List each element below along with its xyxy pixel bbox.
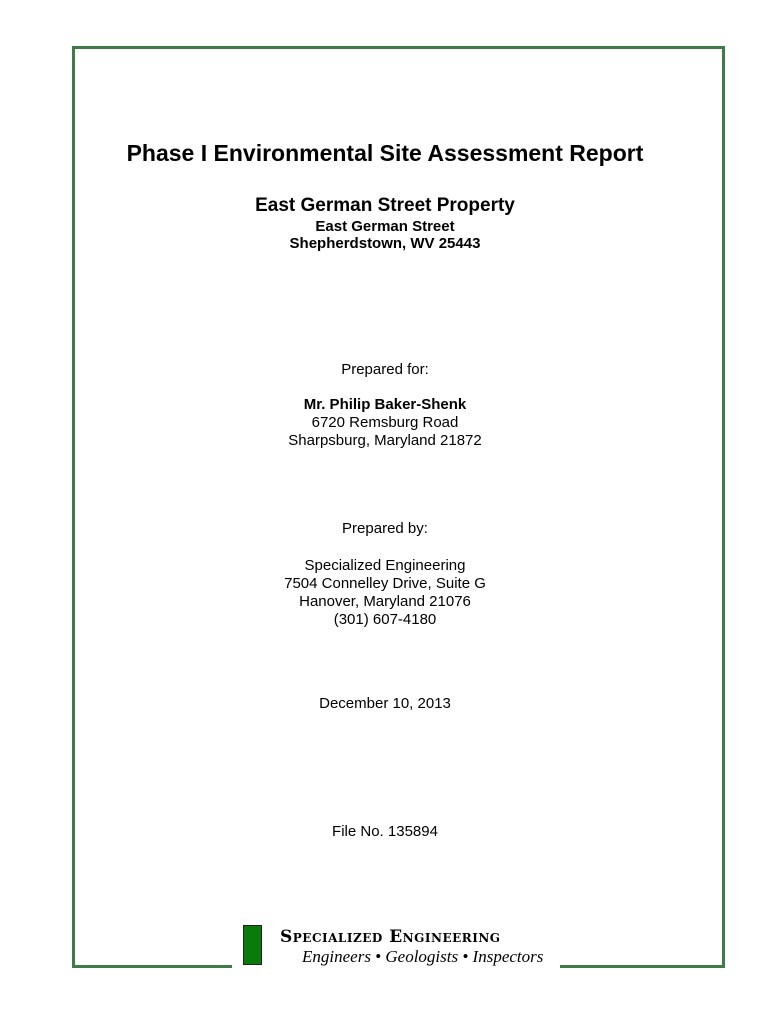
client-street: 6720 Remsburg Road [311,414,459,431]
property-street: East German Street [315,218,455,235]
preparer-company: Specialized Engineering [304,557,466,574]
border-bottom-right [560,965,725,968]
report-title: Phase I Environmental Site Assessment Report [126,140,644,166]
logo-tagline: Engineers • Geologists • Inspectors [302,947,544,966]
client-city: Sharpsburg, Maryland 21872 [288,432,482,449]
preparer-phone: (301) 607-4180 [333,611,437,628]
property-city: Shepherdstown, WV 25443 [289,235,481,252]
prepared-by-label: Prepared by: [342,520,428,537]
prepared-for-label: Prepared for: [341,361,429,378]
logo-green-bar-icon [243,925,262,965]
client-name: Mr. Philip Baker-Shenk [303,396,467,413]
report-date: December 10, 2013 [319,695,451,712]
preparer-city: Hanover, Maryland 21076 [299,593,471,610]
border-top [72,46,725,49]
logo-company-name: Specialized Engineering [280,927,501,947]
property-name: East German Street Property [255,195,515,216]
file-number: File No. 135894 [332,823,438,840]
border-bottom-left [72,965,232,968]
preparer-street: 7504 Connelley Drive, Suite G [284,575,486,592]
